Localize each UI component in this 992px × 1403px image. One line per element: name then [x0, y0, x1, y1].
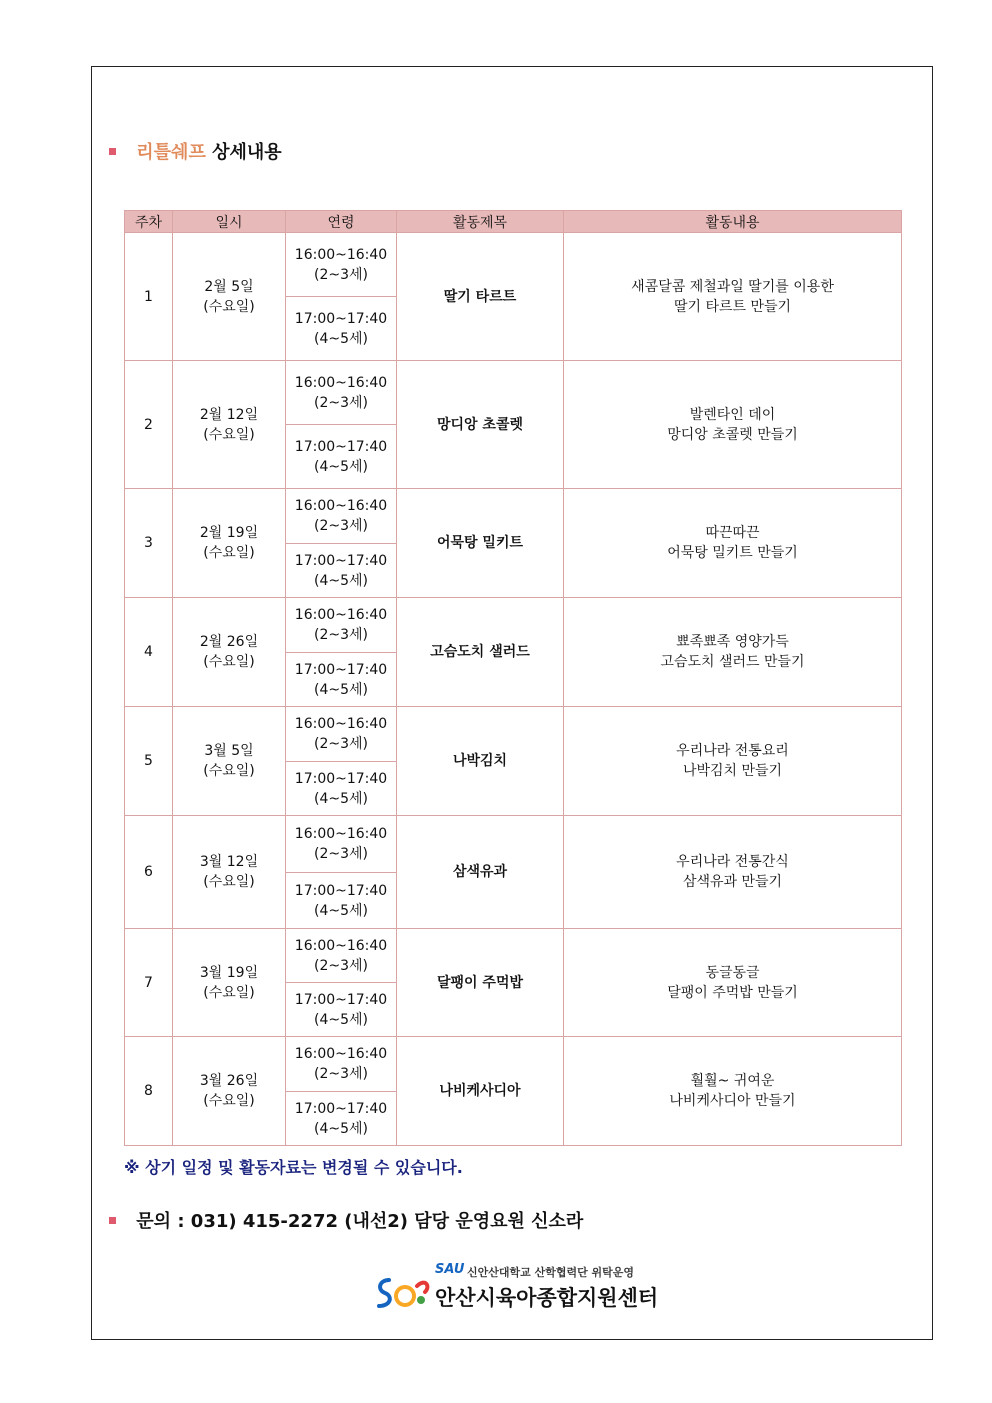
slot-age: (4~5세): [314, 572, 368, 589]
logo-mark-icon: [375, 1276, 433, 1310]
bullet-icon: [109, 1217, 116, 1224]
week-cell: 2: [125, 361, 173, 489]
center-logo: [375, 1262, 665, 1312]
date-text: 3월 5일: [204, 743, 254, 759]
age-slot-1: [286, 816, 397, 873]
slot-age: (4~5세): [314, 902, 368, 919]
age-slot-2: [286, 1092, 397, 1146]
activity-title-cell: 달팽이 주먹밥: [397, 929, 564, 1037]
content-line-1: 우리나라 전통요리: [676, 743, 789, 759]
slot-age: (4~5세): [314, 330, 368, 347]
week-cell: 6: [125, 816, 173, 929]
slot-age: (2~3세): [314, 266, 368, 283]
table-row: [125, 929, 902, 983]
activity-content-cell: [564, 929, 902, 1037]
date-text: 2월 19일: [199, 525, 259, 541]
content-line-2: 고슴도치 샐러드 만들기: [660, 654, 805, 670]
content-line-2: 삼색유과 만들기: [682, 874, 783, 890]
age-slot-1: [286, 707, 397, 762]
slot-time: 17:00~17:40: [294, 991, 388, 1008]
slot-time: 17:00~17:40: [294, 438, 388, 455]
activity-title-cell: 삼색유과: [397, 816, 564, 929]
section-title: [109, 138, 282, 164]
week-cell: 7: [125, 929, 173, 1037]
contact-text: 문의 : 031) 415-2272 (내선2) 담당 운영요원 신소라: [136, 1211, 584, 1232]
center-name: 안산시육아종합지원센터: [435, 1286, 659, 1310]
slot-age: (4~5세): [314, 1011, 368, 1028]
slot-time: 17:00~17:40: [294, 1100, 388, 1117]
age-slot-1: [286, 489, 397, 544]
date-text: 2월 5일: [204, 278, 254, 295]
slot-age: (4~5세): [314, 681, 368, 698]
date-cell: [173, 233, 286, 361]
slot-age: (4~5세): [314, 458, 368, 475]
age-slot-2: [286, 873, 397, 929]
day-text: (수요일): [203, 984, 255, 1001]
date-cell: [173, 598, 286, 707]
date-cell: [173, 929, 286, 1037]
date-cell: [173, 489, 286, 598]
contact-line: [109, 1207, 583, 1233]
table-row: [125, 816, 902, 873]
date-text: 3월 19일: [199, 964, 259, 981]
age-slot-2: [286, 425, 397, 489]
day-text: (수요일): [203, 545, 255, 561]
activity-content-cell: [564, 233, 902, 361]
content-line-2: 망디앙 초콜렛 만들기: [667, 426, 798, 443]
content-line-1: 따끈따끈: [705, 525, 760, 541]
schedule-table: [124, 210, 902, 1146]
slot-time: 16:00~16:40: [294, 937, 388, 954]
week-cell: 4: [125, 598, 173, 707]
section-title-prefix: 리틀쉐프: [136, 142, 206, 163]
content-line-2: 어묵탕 밀키트 만들기: [667, 545, 798, 561]
week-cell: 1: [125, 233, 173, 361]
slot-time: 16:00~16:40: [294, 374, 388, 391]
content-line-2: 딸기 타르트 만들기: [673, 298, 792, 315]
date-cell: [173, 1037, 286, 1146]
slot-time: 17:00~17:40: [294, 552, 388, 569]
slot-age: (2~3세): [314, 627, 368, 643]
notice-text: ※ 상기 일정 및 활동자료는 변경될 수 있습니다.: [124, 1158, 463, 1177]
slot-age: (2~3세): [314, 518, 368, 534]
day-text: (수요일): [203, 298, 255, 315]
table-row: [125, 598, 902, 653]
header-date: 일시: [173, 211, 286, 233]
slot-time: 16:00~16:40: [294, 246, 388, 263]
slot-age: (4~5세): [314, 790, 368, 807]
day-text: (수요일): [203, 1093, 255, 1109]
activity-title-cell: 어묵탕 밀키트: [397, 489, 564, 598]
activity-title-cell: 나박김치: [397, 707, 564, 816]
header-age: 연령: [286, 211, 397, 233]
day-text: (수요일): [203, 874, 255, 890]
section-title-suffix: 상세내용: [212, 142, 282, 163]
content-line-1: 뾰족뾰족 영양가득: [676, 634, 789, 650]
table-row: [125, 1037, 902, 1092]
content-line-1: 발렌타인 데이: [689, 406, 776, 423]
date-text: 3월 26일: [199, 1073, 259, 1089]
age-slot-1: [286, 361, 397, 425]
date-cell: [173, 361, 286, 489]
content-line-2: 달팽이 주먹밥 만들기: [667, 984, 798, 1001]
slot-time: 17:00~17:40: [294, 661, 388, 678]
age-slot-2: [286, 762, 397, 816]
date-text: 2월 26일: [199, 634, 259, 650]
slot-age: (2~3세): [314, 1066, 368, 1082]
age-slot-2: [286, 983, 397, 1037]
content-line-1: 동글동글: [705, 964, 760, 981]
activity-content-cell: [564, 816, 902, 929]
header-title: 활동제목: [397, 211, 564, 233]
table-row: [125, 489, 902, 544]
slot-time: 17:00~17:40: [294, 770, 388, 787]
table-row: [125, 233, 902, 297]
activity-content-cell: [564, 598, 902, 707]
table-row: [125, 361, 902, 425]
week-cell: 5: [125, 707, 173, 816]
age-slot-2: [286, 544, 397, 598]
date-cell: [173, 707, 286, 816]
sau-logo-text: SAU: [435, 1262, 465, 1277]
content-line-2: 나비케사디아 만들기: [669, 1093, 796, 1109]
activity-content-cell: [564, 361, 902, 489]
age-slot-2: [286, 297, 397, 361]
table-row: [125, 707, 902, 762]
age-slot-1: [286, 233, 397, 297]
slot-age: (2~3세): [314, 736, 368, 752]
slot-age: (2~3세): [314, 957, 368, 974]
activity-title-cell: 망디앙 초콜렛: [397, 361, 564, 489]
activity-title-cell: 딸기 타르트: [397, 233, 564, 361]
slot-age: (2~3세): [314, 394, 368, 411]
university-text: 신안산대학교 산학협력단 위탁운영: [467, 1266, 635, 1279]
date-cell: [173, 816, 286, 929]
date-text: 2월 12일: [199, 406, 259, 423]
slot-time: 16:00~16:40: [294, 1046, 388, 1062]
slot-time: 16:00~16:40: [294, 826, 388, 842]
slot-age: (4~5세): [314, 1120, 368, 1137]
table-header-row: [125, 211, 902, 233]
day-text: (수요일): [203, 654, 255, 670]
age-slot-1: [286, 929, 397, 983]
slot-time: 16:00~16:40: [294, 607, 388, 623]
slot-age: (2~3세): [314, 846, 368, 862]
week-cell: 8: [125, 1037, 173, 1146]
header-content: 활동내용: [564, 211, 902, 233]
age-slot-2: [286, 653, 397, 707]
content-line-2: 나박김치 만들기: [682, 763, 783, 779]
activity-content-cell: [564, 489, 902, 598]
content-line-1: 새콤달콤 제철과일 딸기를 이용한: [631, 278, 834, 295]
header-week: 주차: [125, 211, 173, 233]
activity-content-cell: [564, 707, 902, 816]
content-line-1: 훨훨~ 귀여운: [690, 1073, 775, 1089]
content-line-1: 우리나라 전통간식: [676, 854, 789, 870]
slot-time: 17:00~17:40: [294, 310, 388, 327]
week-cell: 3: [125, 489, 173, 598]
age-slot-1: [286, 598, 397, 653]
date-text: 3월 12일: [199, 854, 259, 870]
day-text: (수요일): [203, 763, 255, 779]
slot-time: 16:00~16:40: [294, 498, 388, 514]
activity-title-cell: 나비케사디아: [397, 1037, 564, 1146]
bullet-icon: [109, 148, 116, 155]
activity-content-cell: [564, 1037, 902, 1146]
age-slot-1: [286, 1037, 397, 1092]
day-text: (수요일): [203, 426, 255, 443]
activity-title-cell: 고슴도치 샐러드: [397, 598, 564, 707]
slot-time: 16:00~16:40: [294, 716, 388, 732]
slot-time: 17:00~17:40: [294, 882, 388, 899]
